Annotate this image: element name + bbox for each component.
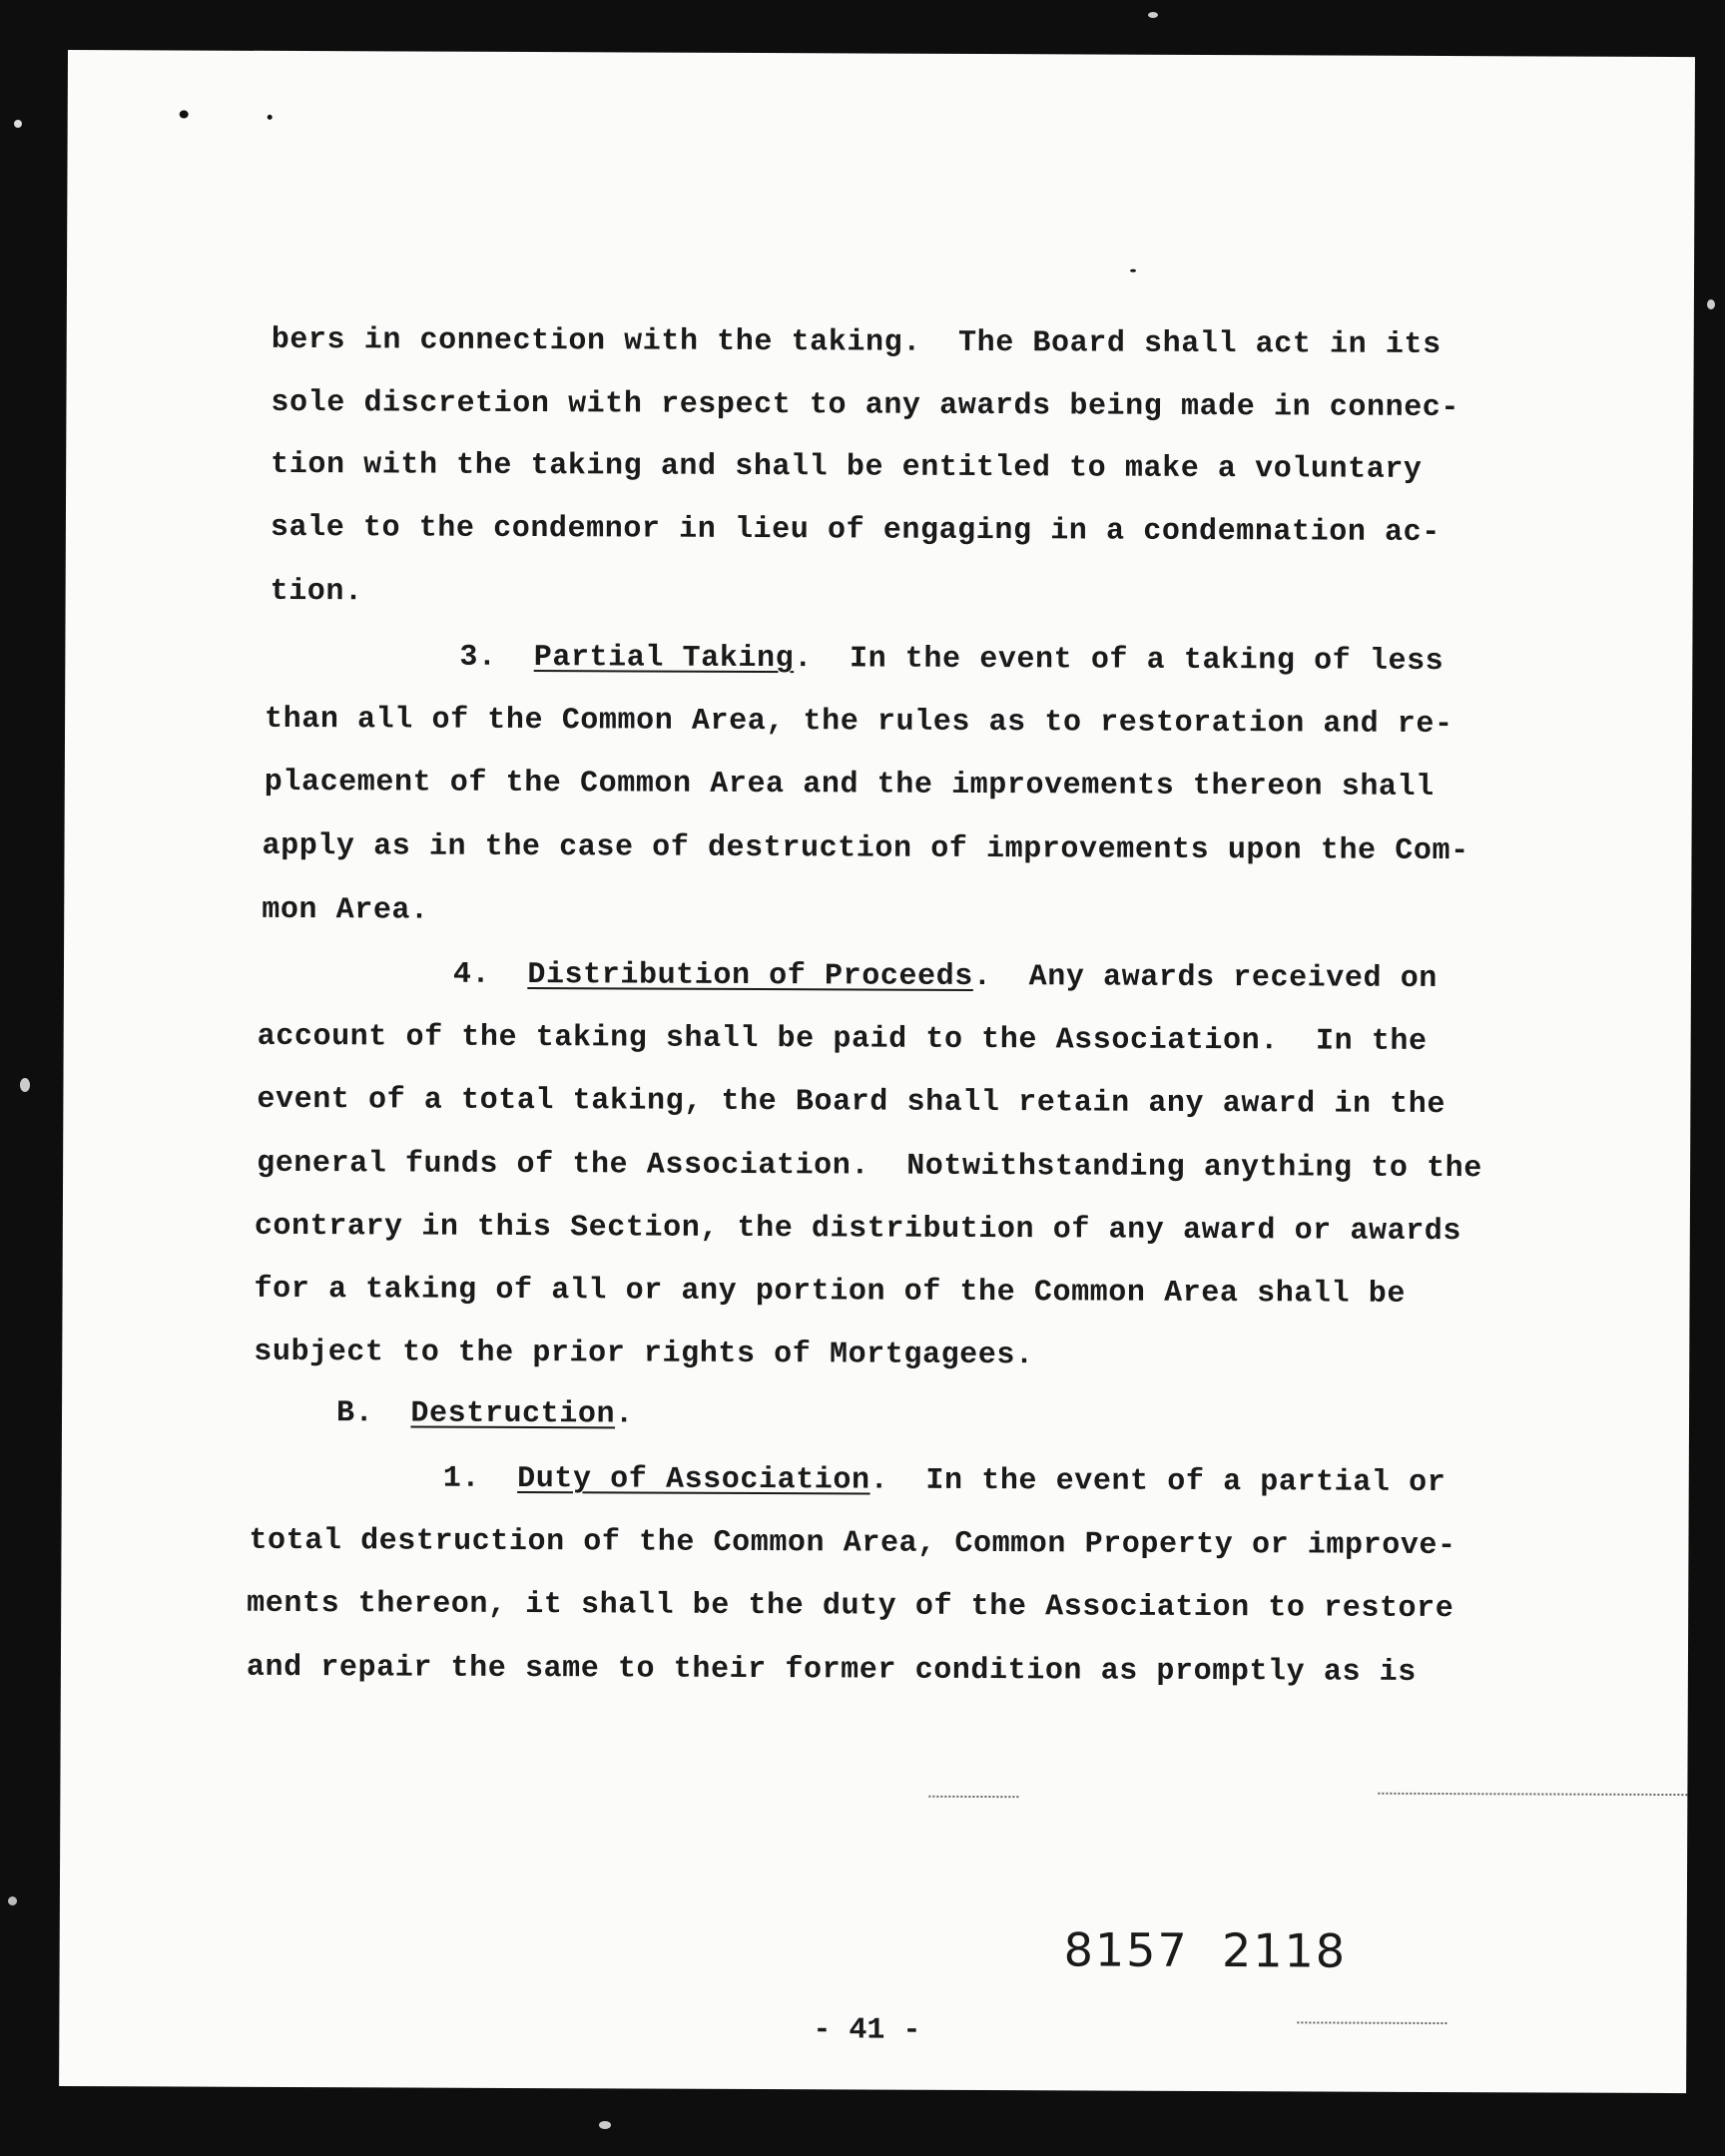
scan-speck: [14, 120, 22, 128]
document-page: [59, 50, 1695, 2093]
text-segment: subject to the prior rights of Mortgagees.: [254, 1335, 1034, 1373]
text-line: [459, 640, 1444, 680]
scan-artifact-line: [1297, 2021, 1446, 2024]
reference-number: 8157 2118: [1063, 1922, 1348, 1978]
text-segment: event of a total taking, the Board shall retain any award in the: [257, 1082, 1446, 1123]
text-segment: bers in connection with the taking. The Board shall act in its: [271, 322, 1441, 363]
text-line: [249, 1523, 1456, 1564]
text-line: [254, 1209, 1462, 1250]
paper-speck: [268, 115, 273, 120]
scan-speck: [20, 1078, 30, 1092]
scan-speck: [1148, 12, 1158, 18]
text-line: [271, 447, 1423, 487]
text-segment: ments thereon, it shall be the duty of the Association to restore: [247, 1586, 1454, 1627]
text-line: [262, 828, 1469, 869]
text-segment: than all of the Common Area, the rules as to restoration and re-: [265, 702, 1453, 743]
text-line: [265, 702, 1453, 743]
text-line: [271, 322, 1441, 363]
text-line: [452, 957, 1438, 996]
text-segment: 3.: [459, 640, 534, 676]
section-heading: Distribution of Proceeds: [527, 958, 973, 994]
scan-artifact-line: [928, 1796, 1018, 1798]
text-line: [254, 1272, 1407, 1312]
section-heading: Destruction: [410, 1396, 616, 1432]
text-segment: tion with the taking and shall be entitled to make a voluntary: [271, 447, 1423, 487]
text-segment: 4.: [452, 957, 528, 993]
text-line: [257, 1146, 1482, 1187]
text-segment: sale to the condemnor in lieu of engaging in a condemnation ac-: [270, 510, 1440, 551]
scan-speck: [599, 2121, 611, 2129]
text-line: [271, 385, 1460, 426]
text-segment: 1.: [442, 1461, 518, 1496]
text-segment: general funds of the Association. Notwithstanding anything to the: [257, 1146, 1482, 1187]
body-text: [68, 50, 1695, 1690]
text-segment: .: [615, 1397, 634, 1432]
page-number: - 41 -: [813, 2013, 921, 2048]
text-segment: . In the event of a taking of less: [794, 642, 1444, 680]
text-line: [442, 1461, 1446, 1501]
paper-speck: [180, 110, 189, 118]
text-segment: placement of the Common Area and the improvements thereon shall: [264, 765, 1435, 805]
text-segment: total destruction of the Common Area, Common Property or improve-: [249, 1523, 1456, 1564]
text-segment: B.: [335, 1396, 411, 1431]
text-line: [254, 1335, 1034, 1373]
scan-speck: [8, 1896, 17, 1905]
text-segment: contrary in this Section, the distribution of any award or awards: [254, 1209, 1462, 1250]
text-segment: sole discretion with respect to any awards being made in connec-: [271, 385, 1460, 426]
text-line: [262, 892, 429, 928]
text-segment: . In the event of a partial or: [869, 1463, 1446, 1501]
text-line: [257, 1082, 1446, 1123]
section-heading: Partial Taking: [533, 641, 795, 677]
paper-speck: [1130, 270, 1136, 272]
text-segment: . Any awards received on: [972, 959, 1438, 996]
text-segment: for a taking of all or any portion of the Common Area shall be: [254, 1272, 1407, 1312]
text-segment: apply as in the case of destruction of improvements upon the Com-: [262, 828, 1469, 869]
scan-speck: [1707, 299, 1715, 309]
text-line: [270, 510, 1440, 551]
text-segment: and repair the same to their former condition as promptly as is: [246, 1650, 1417, 1690]
text-line: [335, 1396, 634, 1432]
text-line: [270, 574, 363, 610]
text-segment: tion.: [270, 574, 363, 610]
text-segment: mon Area.: [262, 892, 429, 928]
section-heading: Duty of Association: [517, 1461, 870, 1498]
text-segment: account of the taking shall be paid to the Association. In the: [257, 1019, 1428, 1059]
text-line: [246, 1650, 1417, 1690]
text-line: [264, 765, 1435, 805]
scan-artifact-line: [1378, 1793, 1687, 1796]
text-line: [247, 1586, 1454, 1627]
text-line: [257, 1019, 1428, 1059]
